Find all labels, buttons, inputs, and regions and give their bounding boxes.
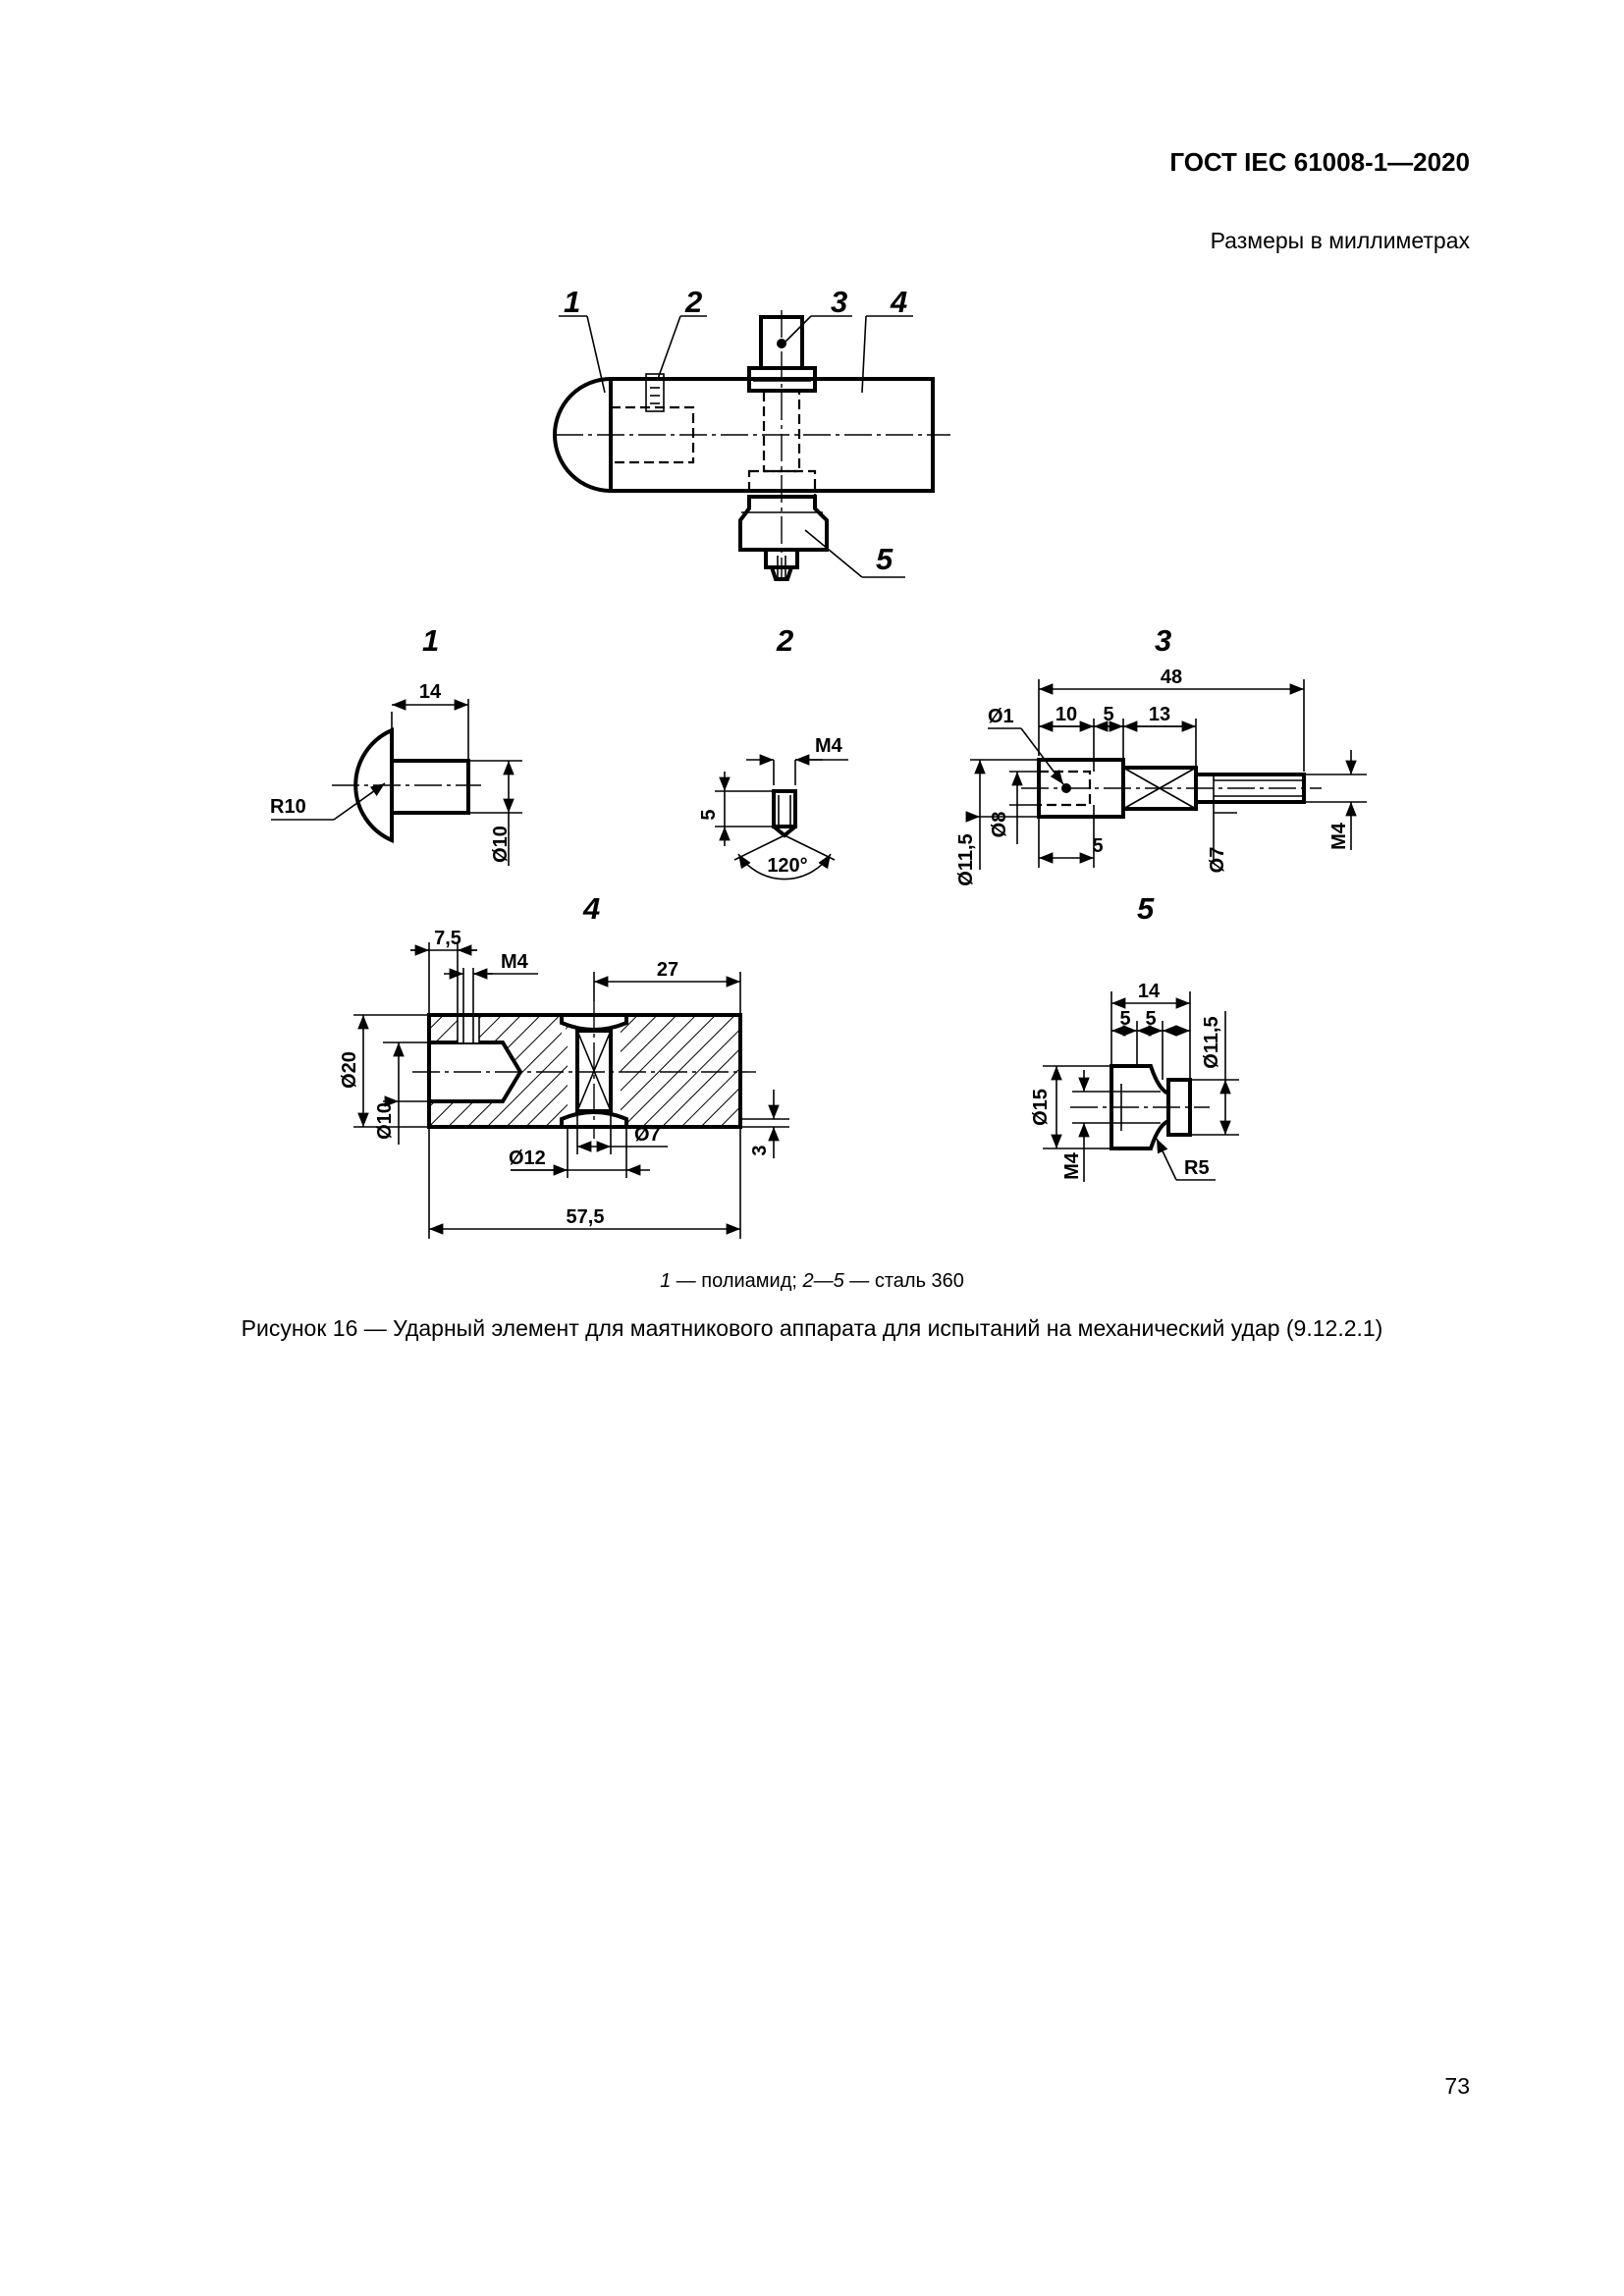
svg-text:Ø20: Ø20 bbox=[339, 1051, 360, 1089]
svg-text:Ø10: Ø10 bbox=[374, 1102, 396, 1140]
svg-text:48: 48 bbox=[1160, 667, 1183, 688]
svg-text:5: 5 bbox=[1092, 835, 1104, 857]
svg-text:Ø1: Ø1 bbox=[988, 706, 1014, 727]
units-note: Размеры в миллиметрах bbox=[1210, 228, 1470, 253]
callout-1: 1 bbox=[564, 285, 581, 319]
document-header: ГОСТ IEC 61008-1—2020 bbox=[1169, 147, 1470, 177]
callout-2: 2 bbox=[685, 285, 703, 319]
svg-text:Ø7: Ø7 bbox=[1207, 846, 1228, 874]
callout-4: 4 bbox=[891, 285, 908, 319]
svg-text:Ø11,5: Ø11,5 bbox=[955, 833, 977, 886]
svg-text:Ø8: Ø8 bbox=[989, 811, 1010, 838]
svg-text:27: 27 bbox=[656, 959, 679, 981]
svg-text:3: 3 bbox=[749, 1145, 771, 1156]
svg-text:R10: R10 bbox=[270, 796, 306, 818]
svg-text:5: 5 bbox=[698, 809, 720, 821]
detail-3 bbox=[955, 623, 1367, 886]
svg-text:Ø11,5: Ø11,5 bbox=[1201, 1016, 1222, 1069]
svg-text:Ø7: Ø7 bbox=[634, 1124, 661, 1146]
svg-text:Ø10: Ø10 bbox=[490, 826, 512, 863]
svg-text:7,5: 7,5 bbox=[434, 928, 461, 949]
assembly-view bbox=[555, 285, 950, 581]
svg-text:Ø12: Ø12 bbox=[509, 1148, 546, 1169]
svg-text:M4: M4 bbox=[1328, 823, 1350, 850]
figure-legend: 1 — полиамид; 2—5 — сталь 360 bbox=[660, 1270, 964, 1292]
callout-5: 5 bbox=[876, 542, 893, 576]
svg-text:10: 10 bbox=[1055, 704, 1078, 725]
svg-text:57,5: 57,5 bbox=[566, 1206, 605, 1228]
callout-3: 3 bbox=[831, 285, 848, 319]
figure-caption: Рисунок 16 — Ударный элемент для маятникового аппарата для испытаний на механический удар (9.12.2.1) bbox=[241, 1315, 1383, 1341]
svg-text:5: 5 bbox=[1103, 704, 1114, 725]
svg-text:13: 13 bbox=[1148, 704, 1171, 725]
detail-3-label: 3 bbox=[1155, 623, 1172, 658]
detail-1 bbox=[270, 623, 522, 866]
svg-text:M4: M4 bbox=[501, 951, 528, 973]
detail-2 bbox=[698, 623, 848, 880]
detail-1-label: 1 bbox=[422, 623, 440, 658]
svg-text:M4: M4 bbox=[1061, 1152, 1083, 1180]
svg-text:M4: M4 bbox=[815, 735, 842, 757]
svg-text:120°: 120° bbox=[767, 855, 808, 877]
detail-4 bbox=[339, 891, 789, 1239]
detail-5-label: 5 bbox=[1137, 891, 1155, 926]
svg-text:5: 5 bbox=[1145, 1008, 1157, 1030]
svg-text:R5: R5 bbox=[1184, 1157, 1210, 1179]
svg-text:Ø15: Ø15 bbox=[1030, 1089, 1052, 1126]
svg-text:14: 14 bbox=[418, 681, 442, 703]
detail-4-label: 4 bbox=[583, 891, 601, 926]
page-number: 73 bbox=[1444, 2073, 1470, 2099]
detail-2-label: 2 bbox=[777, 623, 794, 658]
svg-text:5: 5 bbox=[1119, 1008, 1131, 1030]
detail-5 bbox=[1030, 891, 1239, 1182]
svg-text:14: 14 bbox=[1137, 981, 1161, 1002]
